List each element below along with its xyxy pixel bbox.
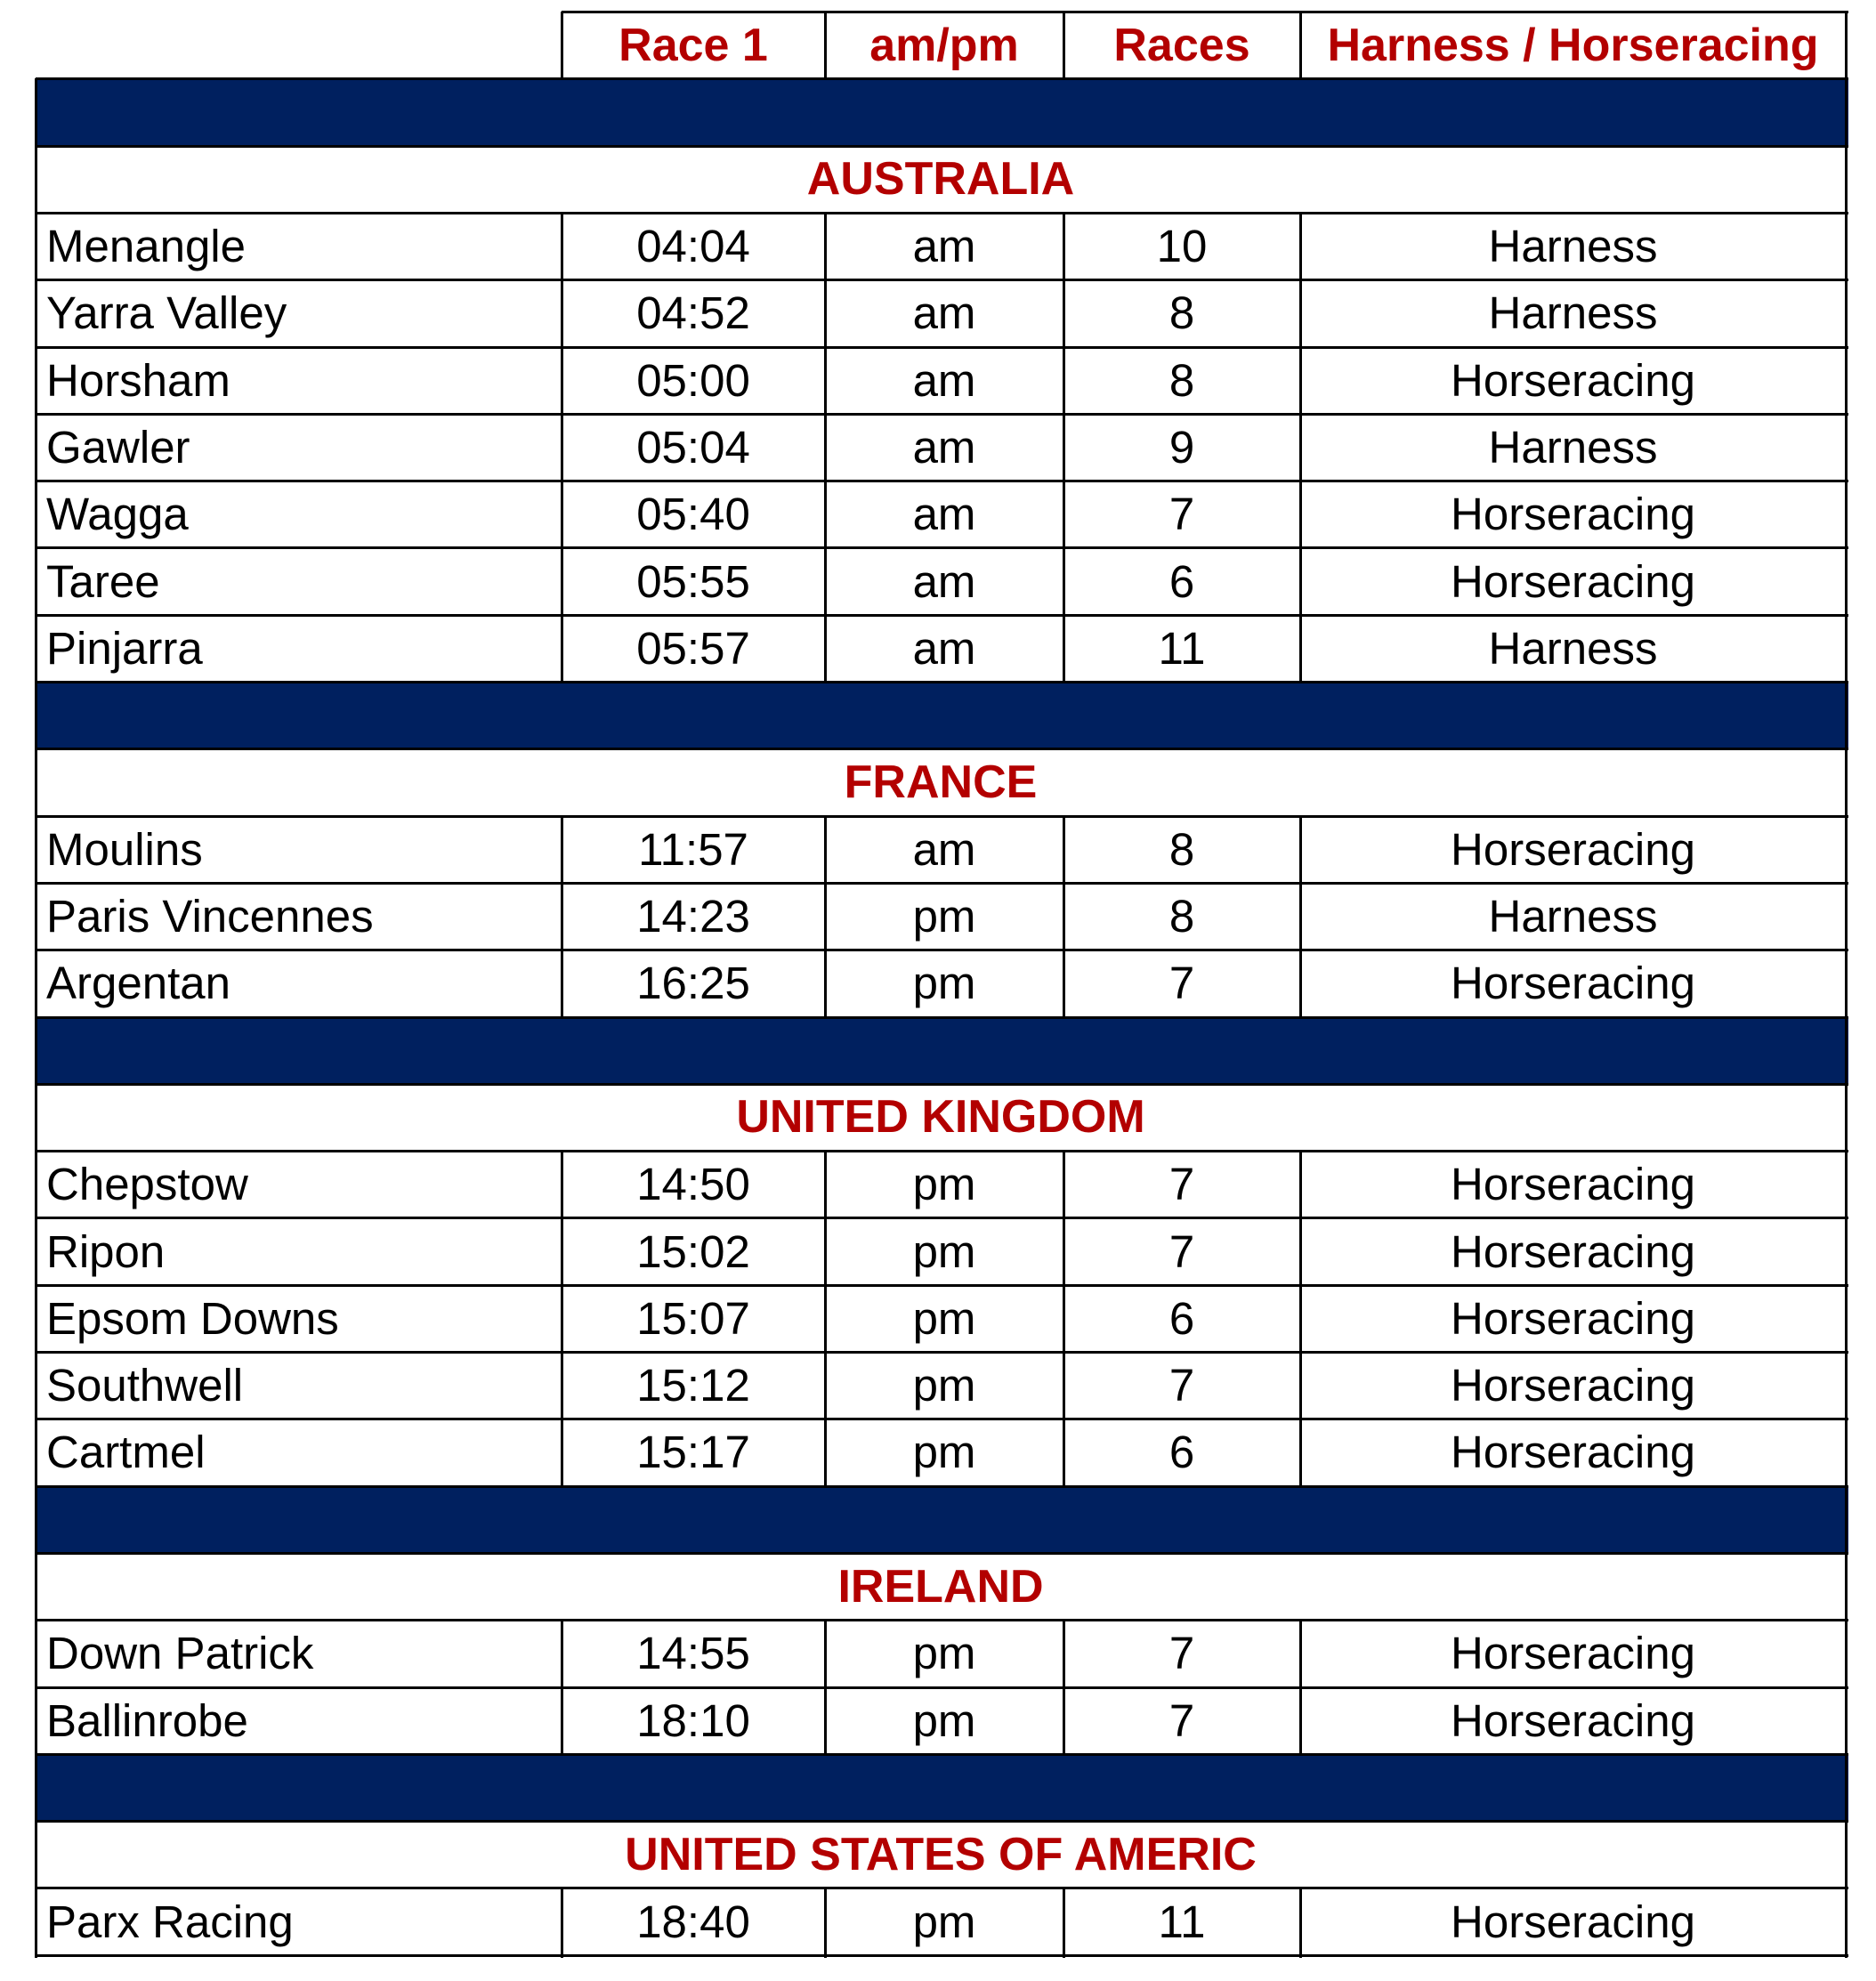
race1-time: 16:25 <box>636 958 750 1009</box>
section-divider-band <box>36 1486 1848 1553</box>
grid-line <box>824 883 827 952</box>
grid-line <box>561 481 563 550</box>
grid-line <box>824 12 827 81</box>
am-pm: am <box>912 489 976 540</box>
am-pm: pm <box>912 1427 976 1478</box>
am-pm: am <box>912 221 976 272</box>
grid-line <box>1845 816 1848 885</box>
grid-line <box>1845 1754 1848 1823</box>
grid-line <box>35 1553 37 1622</box>
grid-line <box>1063 1151 1065 1220</box>
grid-line <box>35 1620 37 1689</box>
race-type: Harness <box>1488 622 1658 674</box>
race-count: 10 <box>1156 221 1208 272</box>
grid-line <box>1299 414 1302 483</box>
grid-line <box>1063 213 1065 282</box>
grid-line <box>1845 1553 1848 1622</box>
race1-time: 04:04 <box>636 221 750 272</box>
grid-line <box>561 1285 563 1354</box>
venue-name: Cartmel <box>46 1427 206 1478</box>
grid-line <box>1845 950 1848 1019</box>
grid-line <box>1845 12 1848 81</box>
race-count: 11 <box>1158 622 1206 674</box>
grid-line <box>35 883 37 952</box>
race-type: Harness <box>1488 287 1658 339</box>
grid-line <box>1845 1151 1848 1220</box>
grid-line <box>561 1352 563 1421</box>
grid-line <box>824 950 827 1019</box>
grid-line <box>1299 1285 1302 1354</box>
grid-line <box>1063 481 1065 550</box>
grid-line <box>561 347 563 416</box>
grid-line <box>824 1217 827 1287</box>
grid-line <box>1299 279 1302 349</box>
race1-time: 18:10 <box>636 1694 750 1746</box>
grid-line <box>824 1285 827 1354</box>
am-pm: am <box>912 823 976 875</box>
grid-line <box>1845 1017 1848 1087</box>
grid-line <box>1845 279 1848 349</box>
race1-time: 05:57 <box>636 622 750 674</box>
grid-line <box>35 1687 37 1757</box>
grid-line <box>35 146 37 215</box>
grid-line <box>824 1151 827 1220</box>
header-type: Harness / Horseracing <box>1327 19 1819 71</box>
race1-time: 15:12 <box>636 1360 750 1411</box>
am-pm: am <box>912 622 976 674</box>
race-type: Horseracing <box>1451 823 1695 875</box>
race-type: Harness <box>1488 221 1658 272</box>
grid-line <box>1845 1352 1848 1421</box>
am-pm: pm <box>912 1360 976 1411</box>
section-divider-band <box>36 78 1848 145</box>
grid-line <box>561 950 563 1019</box>
grid-line <box>1299 1620 1302 1689</box>
venue-name: Parx Racing <box>46 1896 294 1947</box>
grid-line <box>824 1687 827 1757</box>
grid-line <box>1063 414 1065 483</box>
race1-time: 05:55 <box>636 555 750 607</box>
grid-line <box>824 213 827 282</box>
venue-name: Down Patrick <box>46 1628 314 1679</box>
am-pm: am <box>912 287 976 339</box>
grid-line <box>1845 146 1848 215</box>
grid-line <box>1845 347 1848 416</box>
race-count: 7 <box>1168 1360 1195 1411</box>
grid-line <box>1845 547 1848 617</box>
race-count: 8 <box>1168 891 1195 942</box>
grid-line <box>1063 12 1065 81</box>
race1-time: 05:04 <box>636 421 750 473</box>
grid-line <box>1063 1419 1065 1488</box>
am-pm: pm <box>912 1159 976 1210</box>
venue-name: Menangle <box>46 221 246 272</box>
race-count: 6 <box>1168 1292 1195 1344</box>
grid-line <box>36 1753 1848 1756</box>
grid-line <box>1063 1285 1065 1354</box>
venue-name: Yarra Valley <box>46 287 287 339</box>
grid-line <box>1063 279 1065 349</box>
race-type: Harness <box>1488 891 1658 942</box>
grid-line <box>35 1352 37 1421</box>
grid-line <box>1063 347 1065 416</box>
race1-time: 04:52 <box>636 287 750 339</box>
grid-line <box>35 816 37 885</box>
grid-line <box>1063 547 1065 617</box>
am-pm: pm <box>912 1694 976 1746</box>
grid-line <box>36 1016 1848 1019</box>
grid-line <box>35 1419 37 1488</box>
grid-line <box>824 1419 827 1488</box>
venue-name: Moulins <box>46 823 203 875</box>
race1-time: 14:23 <box>636 891 750 942</box>
grid-line <box>824 481 827 550</box>
grid-line <box>35 615 37 684</box>
grid-line <box>35 414 37 483</box>
race-type: Horseracing <box>1451 1427 1695 1478</box>
grid-line <box>561 883 563 952</box>
grid-line <box>35 279 37 349</box>
header-race1: Race 1 <box>619 19 768 71</box>
grid-line <box>35 1754 37 1823</box>
race1-time: 18:40 <box>636 1896 750 1947</box>
section-divider-band <box>36 1017 1848 1084</box>
grid-line <box>561 1888 563 1957</box>
race1-time: 15:02 <box>636 1225 750 1277</box>
am-pm: pm <box>912 1225 976 1277</box>
grid-line <box>561 414 563 483</box>
race-type: Horseracing <box>1451 1896 1695 1947</box>
race-count: 7 <box>1168 1159 1195 1210</box>
grid-line <box>1299 883 1302 952</box>
grid-line <box>1299 1352 1302 1421</box>
grid-line <box>561 615 563 684</box>
grid-line <box>35 1151 37 1220</box>
grid-line <box>561 279 563 349</box>
race-type: Horseracing <box>1451 1225 1695 1277</box>
am-pm: pm <box>912 891 976 942</box>
grid-line <box>824 414 827 483</box>
grid-line <box>1063 1352 1065 1421</box>
section-divider-band <box>36 1754 1848 1821</box>
grid-line <box>35 682 37 751</box>
grid-line <box>36 681 1848 683</box>
header-races: Races <box>1113 19 1250 71</box>
am-pm: pm <box>912 1292 976 1344</box>
grid-line <box>1063 1888 1065 1957</box>
grid-line <box>1845 1821 1848 1890</box>
grid-line <box>1845 1217 1848 1287</box>
race-count: 9 <box>1168 421 1195 473</box>
race1-time: 14:50 <box>636 1159 750 1210</box>
grid-line <box>1299 950 1302 1019</box>
grid-line <box>561 1687 563 1757</box>
grid-line <box>1845 213 1848 282</box>
venue-name: Epsom Downs <box>46 1292 339 1344</box>
race-type: Horseracing <box>1451 1159 1695 1210</box>
grid-line <box>561 1419 563 1488</box>
race-count: 8 <box>1168 823 1195 875</box>
race-count: 6 <box>1168 1427 1195 1478</box>
grid-line <box>1845 414 1848 483</box>
race1-time: 14:55 <box>636 1628 750 1679</box>
grid-line <box>1845 748 1848 818</box>
grid-line <box>36 77 1848 80</box>
race-count: 7 <box>1168 1694 1195 1746</box>
race-type: Horseracing <box>1451 958 1695 1009</box>
grid-line <box>1299 481 1302 550</box>
grid-line <box>35 950 37 1019</box>
country-heading: IRELAND <box>837 1560 1044 1613</box>
header-ampm: am/pm <box>869 19 1019 71</box>
race-type: Horseracing <box>1451 489 1695 540</box>
grid-line <box>1845 1285 1848 1354</box>
venue-name: Ballinrobe <box>46 1694 248 1746</box>
venue-name: Wagga <box>46 489 189 540</box>
grid-line <box>1845 481 1848 550</box>
am-pm: pm <box>912 1628 976 1679</box>
grid-line <box>35 1285 37 1354</box>
grid-line <box>1063 883 1065 952</box>
venue-name: Southwell <box>46 1360 244 1411</box>
grid-line <box>35 481 37 550</box>
race-count: 11 <box>1158 1896 1206 1947</box>
grid-line <box>824 816 827 885</box>
section-divider-band <box>36 682 1848 748</box>
grid-line <box>1299 1888 1302 1957</box>
race-count: 6 <box>1168 555 1195 607</box>
race1-time: 11:57 <box>638 823 748 875</box>
grid-line <box>1299 1419 1302 1488</box>
country-heading: FRANCE <box>844 756 1038 808</box>
grid-line <box>35 547 37 617</box>
grid-line <box>561 816 563 885</box>
race-type: Horseracing <box>1451 1694 1695 1746</box>
grid-line <box>35 1217 37 1287</box>
grid-line <box>1299 213 1302 282</box>
venue-name: Pinjarra <box>46 622 203 674</box>
grid-line <box>824 347 827 416</box>
grid-line <box>1299 1217 1302 1287</box>
grid-line <box>35 78 37 148</box>
race1-time: 05:40 <box>636 489 750 540</box>
country-heading: AUSTRALIA <box>806 153 1075 206</box>
venue-name: Chepstow <box>46 1159 248 1210</box>
race1-time: 15:17 <box>636 1427 750 1478</box>
grid-line <box>561 12 563 81</box>
am-pm: am <box>912 555 976 607</box>
race-count: 8 <box>1168 287 1195 339</box>
grid-line <box>35 1084 37 1153</box>
grid-line <box>824 547 827 617</box>
grid-line <box>35 347 37 416</box>
race-count: 8 <box>1168 354 1195 406</box>
grid-line <box>1845 78 1848 148</box>
grid-line <box>35 1821 37 1890</box>
venue-name: Argentan <box>46 958 230 1009</box>
race-type: Harness <box>1488 421 1658 473</box>
grid-line <box>824 1620 827 1689</box>
grid-line <box>1299 12 1302 81</box>
race-type: Horseracing <box>1451 555 1695 607</box>
grid-line <box>1845 1620 1848 1689</box>
venue-name: Gawler <box>46 421 190 473</box>
race-type: Horseracing <box>1451 1360 1695 1411</box>
race-count: 7 <box>1168 1225 1195 1277</box>
race-type: Horseracing <box>1451 1628 1695 1679</box>
venue-name: Horsham <box>46 354 230 406</box>
grid-line <box>1845 1888 1848 1957</box>
venue-name: Ripon <box>46 1225 166 1277</box>
grid-line <box>1845 883 1848 952</box>
grid-line <box>1845 1084 1848 1153</box>
grid-line <box>1299 547 1302 617</box>
venue-name: Taree <box>46 555 160 607</box>
venue-name: Paris Vincennes <box>46 891 374 942</box>
grid-line <box>1845 1486 1848 1556</box>
grid-line <box>561 547 563 617</box>
grid-line <box>1063 615 1065 684</box>
grid-line <box>1063 1687 1065 1757</box>
race-type: Horseracing <box>1451 1292 1695 1344</box>
race-count: 7 <box>1168 1628 1195 1679</box>
grid-line <box>36 1954 1848 1957</box>
grid-line <box>1845 682 1848 751</box>
grid-line <box>35 1888 37 1957</box>
grid-line <box>1299 347 1302 416</box>
grid-line <box>561 1151 563 1220</box>
grid-line <box>35 748 37 818</box>
grid-line <box>1299 816 1302 885</box>
race1-time: 15:07 <box>636 1292 750 1344</box>
country-heading: UNITED KINGDOM <box>736 1091 1145 1144</box>
grid-line <box>824 1352 827 1421</box>
grid-line <box>35 1017 37 1087</box>
grid-line <box>35 213 37 282</box>
grid-line <box>1845 1687 1848 1757</box>
grid-line <box>1299 1687 1302 1757</box>
grid-line <box>561 213 563 282</box>
grid-line <box>561 1620 563 1689</box>
grid-line <box>1063 1217 1065 1287</box>
race-count: 7 <box>1168 958 1195 1009</box>
grid-line <box>36 1485 1848 1488</box>
grid-line <box>35 1486 37 1556</box>
grid-line <box>1299 1151 1302 1220</box>
grid-line <box>824 279 827 349</box>
grid-line <box>1063 950 1065 1019</box>
grid-line <box>561 1217 563 1287</box>
am-pm: pm <box>912 1896 976 1947</box>
race1-time: 05:00 <box>636 354 750 406</box>
am-pm: am <box>912 421 976 473</box>
grid-line <box>824 615 827 684</box>
grid-line <box>824 1888 827 1957</box>
grid-line <box>1845 1419 1848 1488</box>
country-heading: UNITED STATES OF AMERIC <box>625 1828 1257 1880</box>
grid-line <box>1299 615 1302 684</box>
race-count: 7 <box>1168 489 1195 540</box>
grid-line <box>1063 1620 1065 1689</box>
am-pm: am <box>912 354 976 406</box>
am-pm: pm <box>912 958 976 1009</box>
race-type: Horseracing <box>1451 354 1695 406</box>
grid-line <box>1845 615 1848 684</box>
grid-line <box>1063 816 1065 885</box>
